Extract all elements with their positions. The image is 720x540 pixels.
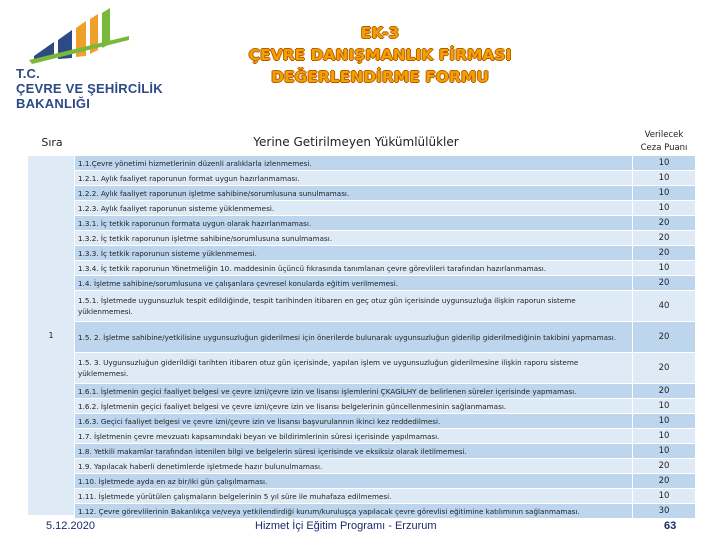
- logo-line-bakanlik: BAKANLIĞI: [16, 96, 91, 111]
- obligation-text: 1.9. Yapılacak haberli denetimlerde işletmede hazır bulunulmaması.: [78, 461, 323, 471]
- sira-cell: 1: [28, 156, 75, 515]
- table-row: [75, 186, 695, 201]
- header-obligations: Yerine Getirilmeyen Yükümlülükler: [253, 135, 459, 149]
- header-penalty-line2: Ceza Puanı: [640, 143, 688, 153]
- penalty-points: 10: [632, 171, 695, 185]
- title-line-ek: EK-3: [360, 24, 400, 42]
- header-penalty-line1: Verilecek: [644, 130, 684, 140]
- penalty-points: 20: [632, 216, 695, 230]
- ministry-logo: [6, 6, 186, 114]
- table-row: [75, 322, 695, 353]
- obligation-text: 1.12. Çevre görevlilerinin Bakanlıkça ve/veya yetkilendirdiği kurum/kuruluşça yapılacak çevre görevlisi eğitimine katılımının sağlanmaması.: [78, 506, 580, 516]
- obligations-table: [75, 156, 695, 519]
- table-row: [75, 216, 695, 231]
- obligation-text: 1.1.Çevre yönetimi hizmetlerinin düzenli aralıklarla izlenmemesi.: [78, 158, 312, 168]
- penalty-points: 20: [632, 246, 695, 260]
- obligation-text: 1.2.1. Aylık faaliyet raporunun format uygun hazırlanmaması.: [78, 173, 300, 183]
- penalty-points: 20: [632, 384, 695, 398]
- penalty-points: 10: [632, 414, 695, 428]
- obligation-text: 1.3.2. İç tetkik raporunun işletme sahibine/sorumlusuna sunulmaması.: [78, 233, 333, 243]
- table-row: [75, 384, 695, 399]
- obligation-text: 1.8. Yetkili makamlar tarafından istenilen bilgi ve belgelerin süresi içerisinde ve eksiksiz olarak iletilmemesi.: [78, 446, 467, 456]
- penalty-points: 20: [632, 353, 695, 383]
- obligation-text: 1.2.3. Aylık faaliyet raporunun sisteme yüklenmemesi.: [78, 203, 275, 213]
- obligation-text: 1.6.3. Geçici faaliyet belgesi ve çevre izni/çevre izin ve lisansı başvurularının ikinci kez reddedilmesi.: [78, 416, 441, 426]
- logo-line-ministry: ÇEVRE VE ŞEHİRCİLİK: [16, 81, 163, 96]
- table-row: [75, 353, 695, 384]
- obligation-text: 1.5.1. İşletmede uygunsuzluk tespit edildiğinde, tespit tarihinden itibaren en geç otuz gün içerisinde uygunsuzluğa ilişkin raporun sisteme yüklenmemesi.: [78, 296, 576, 316]
- table-row: [75, 246, 695, 261]
- table-row: [75, 474, 695, 489]
- obligation-text: 1.11. İşletmede yürütülen çalışmaların belgelerinin 5 yıl süre ile muhafaza edilmemesi.: [78, 491, 392, 501]
- penalty-points: 20: [632, 474, 695, 488]
- table-row: [75, 291, 695, 322]
- obligation-text: 1.5. 3. Uygunsuzluğun giderildiği tarihten itibaren otuz gün içerisinde, yapılan işlem ve uygunsuzluğun giderilmesine ilişkin raporu sisteme yüklememesi.: [78, 358, 579, 378]
- obligation-text: 1.7. İşletmenin çevre mevzuatı kapsamındaki beyan ve bildirimlerinin süresi içerisinde yapılmaması.: [78, 431, 440, 441]
- table-row: [75, 171, 695, 186]
- obligation-text: 1.10. İşletmede ayda en az bir/iki gün çalışılmaması.: [78, 476, 268, 486]
- obligation-text: 1.4. İşletme sahibine/sorumlusuna ve çalışanlara çevresel konularda eğitim verilmemesi.: [78, 278, 399, 288]
- obligation-text: 1.2.2. Aylık faaliyet raporunun işletme sahibine/sorumlusuna sunulmaması.: [78, 188, 350, 198]
- penalty-points: 10: [632, 186, 695, 200]
- table-row: [75, 459, 695, 474]
- logo-line-tc: T.C.: [16, 66, 40, 81]
- table-row: [75, 444, 695, 459]
- penalty-points: 10: [632, 201, 695, 215]
- penalty-points: 20: [632, 322, 695, 352]
- header-penalty: [636, 124, 692, 160]
- header-sira: Sıra: [41, 135, 63, 149]
- table-row: [75, 201, 695, 216]
- penalty-points: 10: [632, 444, 695, 458]
- penalty-points: 10: [632, 156, 695, 170]
- table-row: [75, 156, 695, 171]
- penalty-points: 20: [632, 231, 695, 245]
- title-line-form: DEĞERLENDİRME FORMU: [271, 68, 489, 86]
- penalty-points: 30: [632, 504, 695, 518]
- penalty-points: 40: [632, 291, 695, 321]
- obligation-text: 1.3.3. İç tetkik raporunun sisteme yüklenmemesi.: [78, 248, 257, 258]
- obligation-text: 1.3.1. İç tetkik raporunun formata uygun olarak hazırlanmaması.: [78, 218, 312, 228]
- table-row: [75, 504, 695, 519]
- logo-emblem-icon: [24, 6, 134, 64]
- table-row: [75, 399, 695, 414]
- obligation-text: 1.6.1. İşletmenin geçici faaliyet belgesi ve çevre izni/çevre izin ve lisansı işlemlerini ÇKAGİLHY de belirlenen süreler içerisinde yapmaması.: [78, 386, 577, 396]
- penalty-points: 20: [632, 459, 695, 473]
- table-row: [75, 489, 695, 504]
- table-row: [75, 276, 695, 291]
- obligation-text: 1.6.2. İşletmenin geçici faaliyet belgesi ve çevre izni/çevre izin ve lisansı belgelerinin güncellenmesinin sağlanmaması.: [78, 401, 507, 411]
- penalty-points: 10: [632, 489, 695, 503]
- page-number: 63: [664, 520, 677, 532]
- penalty-points: 10: [632, 261, 695, 275]
- table-row: [75, 414, 695, 429]
- footer-date: 5.12.2020: [46, 520, 95, 532]
- table-row: [75, 429, 695, 444]
- obligation-text: 1.3.4. İç tetkik raporunun Yönetmeliğin 10. maddesinin üçüncü fıkrasında tanımlanan çevre görevlileri tarafından hazırlanmaması.: [78, 263, 547, 273]
- penalty-points: 10: [632, 399, 695, 413]
- page-title: [230, 22, 530, 88]
- penalty-points: 20: [632, 276, 695, 290]
- title-line-firm: ÇEVRE DANIŞMANLIK FİRMASI: [248, 46, 512, 64]
- penalty-points: 10: [632, 429, 695, 443]
- table-row: [75, 261, 695, 276]
- table-row: [75, 231, 695, 246]
- obligation-text: 1.5. 2. İşletme sahibine/yetkilisine uygunsuzluğun giderilmesi için önerilerde bulunarak uygunsuzluğun giderilip giderilmediğinin takibini yapmaması.: [78, 332, 616, 342]
- footer-program: Hizmet İçi Eğitim Programı - Erzurum: [255, 520, 437, 532]
